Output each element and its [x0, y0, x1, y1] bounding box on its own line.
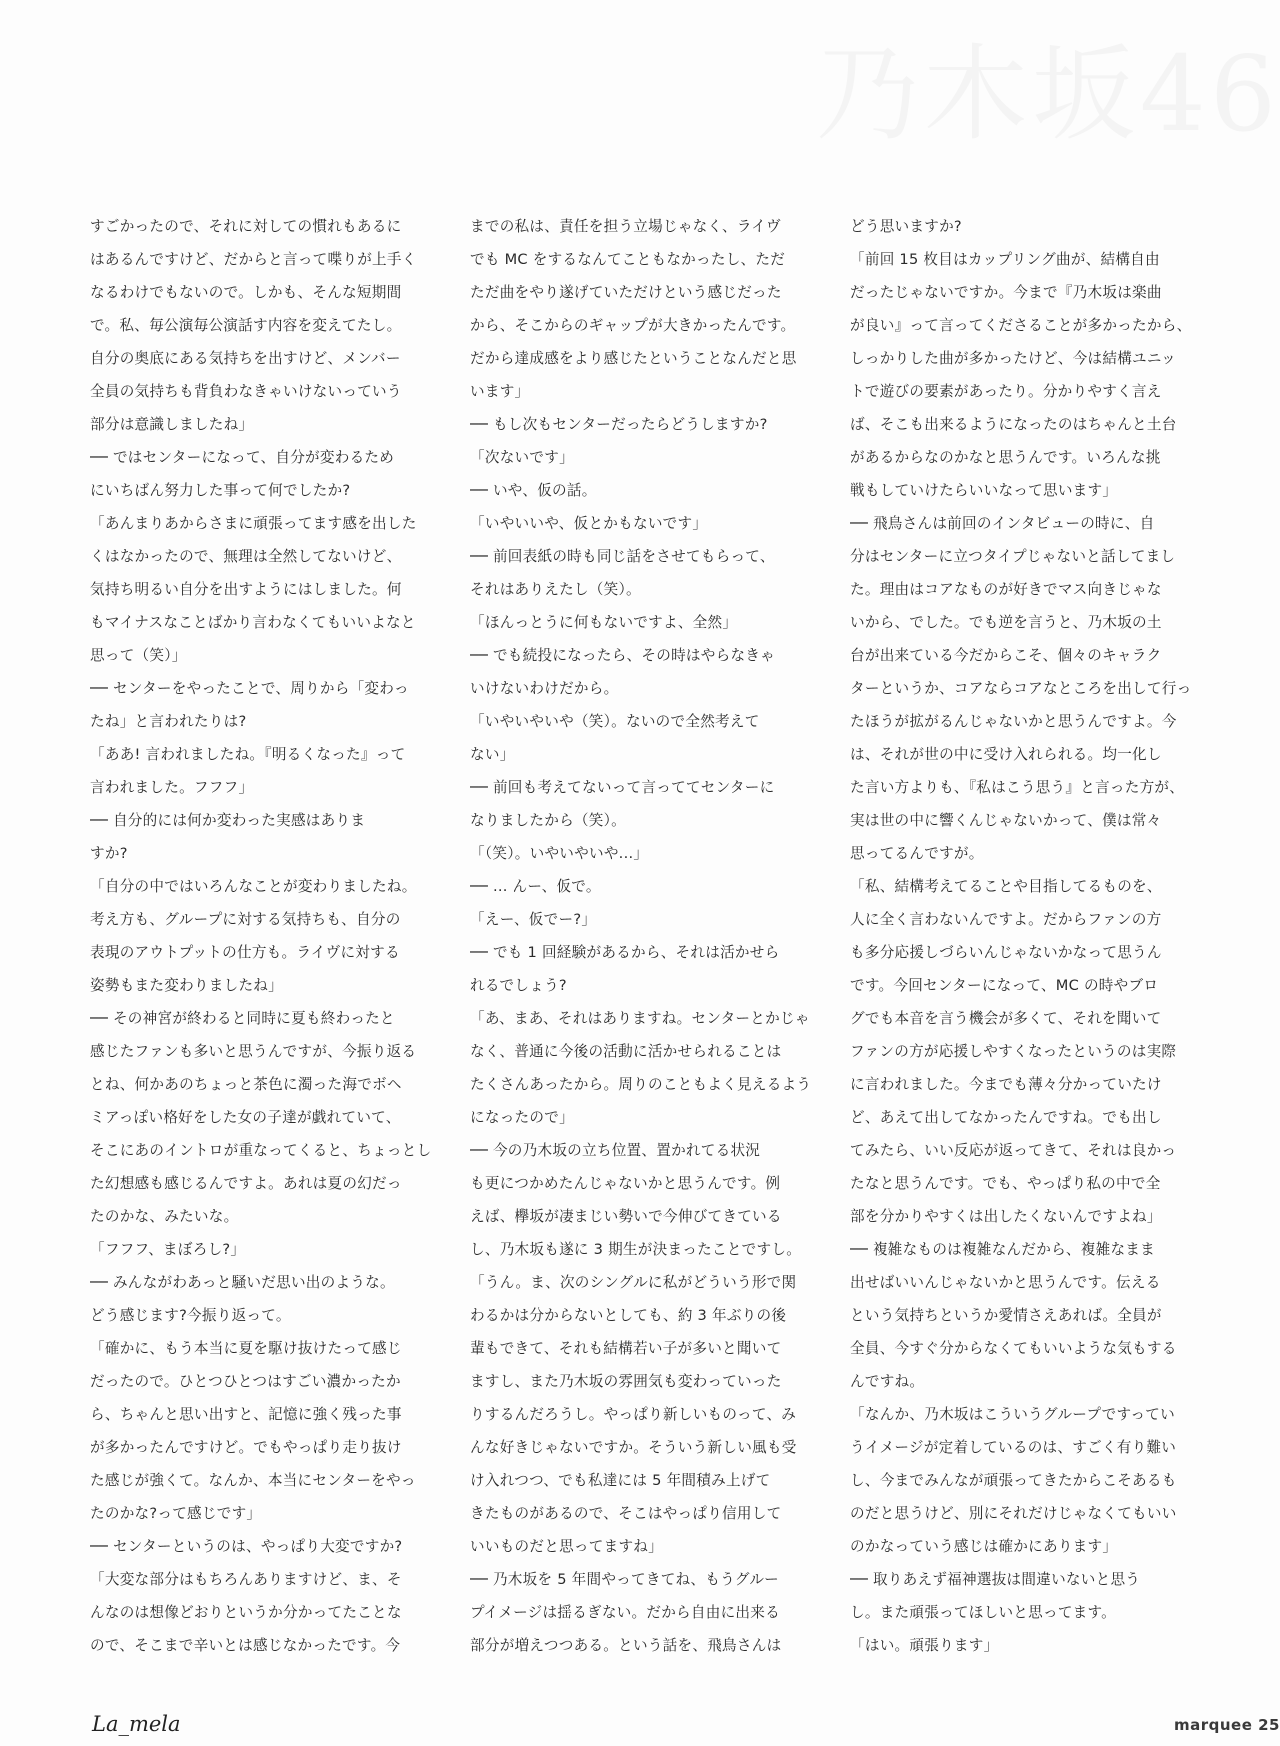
text-line: 思ってるんですが。: [850, 845, 984, 862]
text-line: までの私は、責任を担う立場じゃなく、ライヴ: [470, 218, 781, 235]
text-line: です。今回センターになって、MC の時やブロ: [850, 977, 1159, 994]
text-line: 感じたファンも多いと思うんですが、今振り返る: [90, 1043, 417, 1060]
text-line: にいちばん努力した事って何でしたか?: [90, 482, 351, 499]
text-line: 言われました。フフフ」: [90, 779, 254, 796]
text-line: なりましたから（笑）。: [470, 812, 626, 829]
text-line: ── ... んー、仮で。: [470, 878, 601, 895]
text-line: け入れつつ、でも私達には 5 年間積み上げて: [470, 1472, 771, 1489]
text-line: 「あ、まあ、それはありますね。センターとかじゃ: [470, 1010, 810, 1027]
text-line: しっかりした曲が多かったけど、今は結構ユニッ: [850, 350, 1176, 367]
text-line: 「いやいいや、仮とかもないです」: [470, 515, 708, 532]
text-line: 部分は意識しましたね」: [90, 416, 254, 433]
text-line: います」: [470, 383, 530, 400]
text-line: た感じが強くて。なんか、本当にセンターをやっ: [90, 1472, 416, 1489]
text-line: ── 前回表紙の時も同じ話をさせてもらって、: [470, 548, 775, 565]
text-line: たのかな、みたいな。: [90, 1208, 239, 1225]
text-line: プイメージは揺るぎない。だから自由に出来る: [470, 1604, 780, 1621]
text-line: 出せばいいんじゃないかと思うんです。伝える: [850, 1274, 1161, 1291]
text-line: 「うん。ま、次のシングルに私がどういう形で関: [470, 1274, 797, 1291]
text-line: は、それが世の中に受け入れられる。均一化し: [850, 746, 1162, 763]
text-line: ── もし次もセンターだったらどうしますか?: [470, 416, 768, 433]
text-line: ただ曲をやり遂げていただけという感じだった: [470, 284, 782, 301]
text-line: も更につかめたんじゃないかと思うんです。例: [470, 1175, 781, 1192]
text-line: どう思いますか?: [850, 218, 962, 235]
text-line: とね、何かあのちょっと茶色に濁った海でボヘ: [90, 1076, 402, 1093]
text-line: から、そこからのギャップが大きかったんです。: [470, 317, 796, 334]
text-line: ない」: [470, 746, 515, 763]
text-line: ますし、また乃木坂の雰囲気も変わっていった: [470, 1373, 782, 1390]
text-line: 思って（笑）」: [90, 647, 187, 664]
text-line: 姿勢もまた変わりましたね」: [90, 977, 283, 994]
text-line: グでも本音を言う機会が多くて、それを聞いて: [850, 1010, 1162, 1027]
text-line: んなのは想像どおりというか分かってたことな: [90, 1604, 402, 1621]
text-line: わるかは分からないとしても、約 3 年ぶりの後: [470, 1307, 787, 1324]
text-line: に言われました。今までも薄々分かっていたけ: [850, 1076, 1162, 1093]
text-line: し、今までみんなが頑張ってきたからこそあるも: [850, 1472, 1177, 1489]
text-line: すか?: [90, 845, 128, 862]
text-line: のだと思うけど、別にそれだけじゃなくてもいい: [850, 1505, 1177, 1522]
text-line: それはありえたし（笑）。: [470, 581, 641, 598]
text-line: になったので」: [470, 1109, 574, 1126]
text-line: 「えー、仮でー?」: [470, 911, 597, 928]
text-line: 全員、今すぐ分からなくてもいいような気もする: [850, 1340, 1177, 1357]
text-line: 「はい。頑張ります」: [850, 1637, 999, 1654]
text-line: ── 乃木坂を 5 年間やってきてね、もうグルー: [470, 1571, 780, 1588]
text-line: ── いや、仮の話。: [470, 482, 597, 499]
text-line: ミアっぽい格好をした女の子達が戯れていて、: [90, 1109, 401, 1126]
text-line: ば、そこも出来るようになったのはちゃんと土台: [850, 416, 1177, 433]
text-line: たくさんあったから。周りのこともよく見えるよう: [470, 1076, 812, 1093]
text-line: があるからなのかなと思うんです。いろんな挑: [850, 449, 1161, 466]
text-line: ── 今の乃木坂の立ち位置、置かれてる状況: [470, 1142, 761, 1159]
text-line: ── でも 1 回経験があるから、それは活かせら: [470, 944, 780, 961]
text-line: たなと思うんです。でも、やっぱり私の中で全: [850, 1175, 1161, 1192]
text-line: 台が出来ている今だからこそ、個々のキャラク: [850, 647, 1162, 664]
text-line: ので、そこまで辛いとは感じなかったです。今: [90, 1637, 401, 1654]
text-line: 「ほんっとうに何もないですよ、全然」: [470, 614, 738, 631]
text-line: たね」と言われたりは?: [90, 713, 247, 730]
text-line: し。また頑張ってほしいと思ってます。: [850, 1604, 1117, 1621]
text-line: トで遊びの要素があったり。分かりやすく言え: [850, 383, 1162, 400]
text-line: ── 取りあえず福神選抜は間違いないと思う: [850, 1571, 1141, 1588]
text-line: ど、あえて出してなかったんですね。でも出し: [850, 1109, 1162, 1126]
text-line: 「フフフ、まぼろし?」: [90, 1241, 246, 1258]
text-line: はあるんですけど、だからと言って喋りが上手く: [90, 251, 417, 268]
text-line: えば、欅坂が凄まじい勢いで今伸びてきている: [470, 1208, 782, 1225]
text-line: 「自分の中ではいろんなことが変わりましたね。: [90, 878, 417, 895]
text-line: 「私、結構考えてることや目指してるものを、: [850, 878, 1162, 895]
text-line: ── その神宮が終わると同時に夏も終わったと: [90, 1010, 395, 1027]
text-line: ── 飛鳥さんは前回のインタビューの時に、自: [850, 515, 1155, 532]
text-line: 「ああ! 言われましたね。『明るくなった』って: [90, 746, 406, 763]
text-line: いけないわけだから。: [470, 680, 619, 697]
text-line: 部を分かりやすくは出したくないんですよね」: [850, 1208, 1162, 1225]
text-line: ら、ちゃんと思い出すと、記憶に強く残った事: [90, 1406, 402, 1423]
text-line: 自分の奥底にある気持ちを出すけど、メンバー: [90, 350, 401, 367]
text-line: 人に全く言わないんですよ。だからファンの方: [850, 911, 1162, 928]
text-line: たのかな?って感じです」: [90, 1505, 262, 1522]
text-line: うイメージが定着しているのは、すごく有り難い: [850, 1439, 1177, 1456]
text-line: が多かったんですけど。でもやっぱり走り抜け: [90, 1439, 402, 1456]
text-line: んですね。: [850, 1373, 925, 1390]
text-line: た。理由はコアなものが好きでマス向きじゃな: [850, 581, 1162, 598]
text-line: ── 複雑なものは複雑なんだから、複雑なまま: [850, 1241, 1155, 1258]
text-line: たほうが拡がるんじゃないかと思うんですよ。今: [850, 713, 1177, 730]
text-line: だったので。ひとつひとつはすごい濃かったか: [90, 1373, 401, 1390]
text-column-1: [90, 210, 435, 1662]
faded-header-title: 乃木坂46: [815, 42, 1280, 155]
text-line: 戦もしていけたらいいなって思います」: [850, 482, 1118, 499]
text-line: どう感じます?今振り返って。: [90, 1307, 291, 1324]
text-line: そこにあのイントロが重なってくると、ちょっとし: [90, 1142, 432, 1159]
text-line: た言い方よりも、『私はこう思う』と言った方が、: [850, 779, 1185, 796]
text-line: ── でも続投になったら、その時はやらなきゃ: [470, 647, 775, 664]
text-line: 全員の気持ちも背負わなきゃいけないっていう: [90, 383, 402, 400]
text-line: ── ではセンターになって、自分が変わるため: [90, 449, 395, 466]
text-line: 分はセンターに立つタイプじゃないと話してまし: [850, 548, 1176, 565]
text-line: だから達成感をより感じたということなんだと思: [470, 350, 797, 367]
text-line: ── 前回も考えてないって言っててセンターに: [470, 779, 775, 796]
text-line: いいものだと思ってますね」: [470, 1538, 663, 1555]
text-line: も多分応援しづらいんじゃないかなって思うん: [850, 944, 1162, 961]
text-line: もマイナスなことばかり言わなくてもいいよなと: [90, 614, 416, 631]
text-line: れるでしょう?: [470, 977, 567, 994]
text-line: りするんだろうし。やっぱり新しいものって、み: [470, 1406, 797, 1423]
text-line: 部分が増えつつある。という話を、飛鳥さんは: [470, 1637, 782, 1654]
text-column-3: [850, 210, 1195, 1662]
text-line: た幻想感も感じるんですよ。あれは夏の幻だっ: [90, 1175, 402, 1192]
text-line: 「（笑）。いやいやいや...」: [470, 845, 649, 862]
text-line: てみたら、いい反応が返ってきて、それは良かっ: [850, 1142, 1177, 1159]
text-line: すごかったので、それに対しての慣れもあるに: [90, 218, 402, 235]
text-line: きたものがあるので、そこはやっぱり信用して: [470, 1505, 782, 1522]
text-line: ── センターというのは、やっぱり大変ですか?: [90, 1538, 403, 1555]
text-line: 「あんまりあからさまに頑張ってます感を出した: [90, 515, 417, 532]
text-line: でも MC をするなんてこともなかったし、ただ: [470, 251, 786, 268]
text-line: ── センターをやったことで、周りから「変わっ: [90, 680, 409, 697]
text-line: し、乃木坂も遂に 3 期生が決まったことですし。: [470, 1241, 802, 1258]
text-line: 気持ち明るい自分を出すようにはしました。何: [90, 581, 402, 598]
text-line: 輩もできて、それも結構若い子が多いと聞いて: [470, 1340, 782, 1357]
text-line: で。私、毎公演毎公演話す内容を変えてたし。: [90, 317, 402, 334]
text-column-2: [470, 210, 815, 1662]
text-line: んな好きじゃないですか。そういう新しい風も受: [470, 1439, 797, 1456]
footer-signature: La_mela: [92, 1712, 181, 1736]
text-line: 「大変な部分はもちろんありますけど、ま、そ: [90, 1571, 402, 1588]
text-line: だったじゃないですか。今まで『乃木坂は楽曲: [850, 284, 1162, 301]
text-line: 「いやいやいや（笑）。ないので全然考えて: [470, 713, 760, 730]
text-line: のかなっていう感じは確かにあります」: [850, 1538, 1118, 1555]
text-line: 「なんか、乃木坂はこういうグループですってい: [850, 1406, 1175, 1423]
page-number: marquee 25: [1173, 1716, 1280, 1734]
text-line: ── 自分的には何か変わった実感はありま: [90, 812, 366, 829]
text-line: が良い』って言ってくださることが多かったから、: [850, 317, 1192, 334]
text-line: なるわけでもないので。しかも、そんな短期間: [90, 284, 402, 301]
text-line: ファンの方が応援しやすくなったというのは実際: [850, 1043, 1177, 1060]
text-line: 考え方も、グループに対する気持ちも、自分の: [90, 911, 401, 928]
text-line: 実は世の中に響くんじゃないかって、僕は常々: [850, 812, 1162, 829]
text-line: 「確かに、もう本当に夏を駆け抜けたって感じ: [90, 1340, 402, 1357]
text-line: 表現のアウトプットの仕方も。ライヴに対する: [90, 944, 400, 961]
text-line: という気持ちというか愛情さえあれば。全員が: [850, 1307, 1162, 1324]
text-line: 「前回 15 枚目はカップリング曲が、結構自由: [850, 251, 1160, 268]
text-line: 「次ないです」: [470, 449, 574, 466]
text-line: ── みんながわあっと騒いだ思い出のような。: [90, 1274, 395, 1291]
text-line: いから、でした。でも逆を言うと、乃木坂の土: [850, 614, 1162, 631]
text-line: ターというか、コアならコアなところを出して行っ: [850, 680, 1192, 697]
text-line: なく、普通に今後の活動に活かせられることは: [470, 1043, 782, 1060]
text-line: くはなかったので、無理は全然してないけど、: [90, 548, 402, 565]
